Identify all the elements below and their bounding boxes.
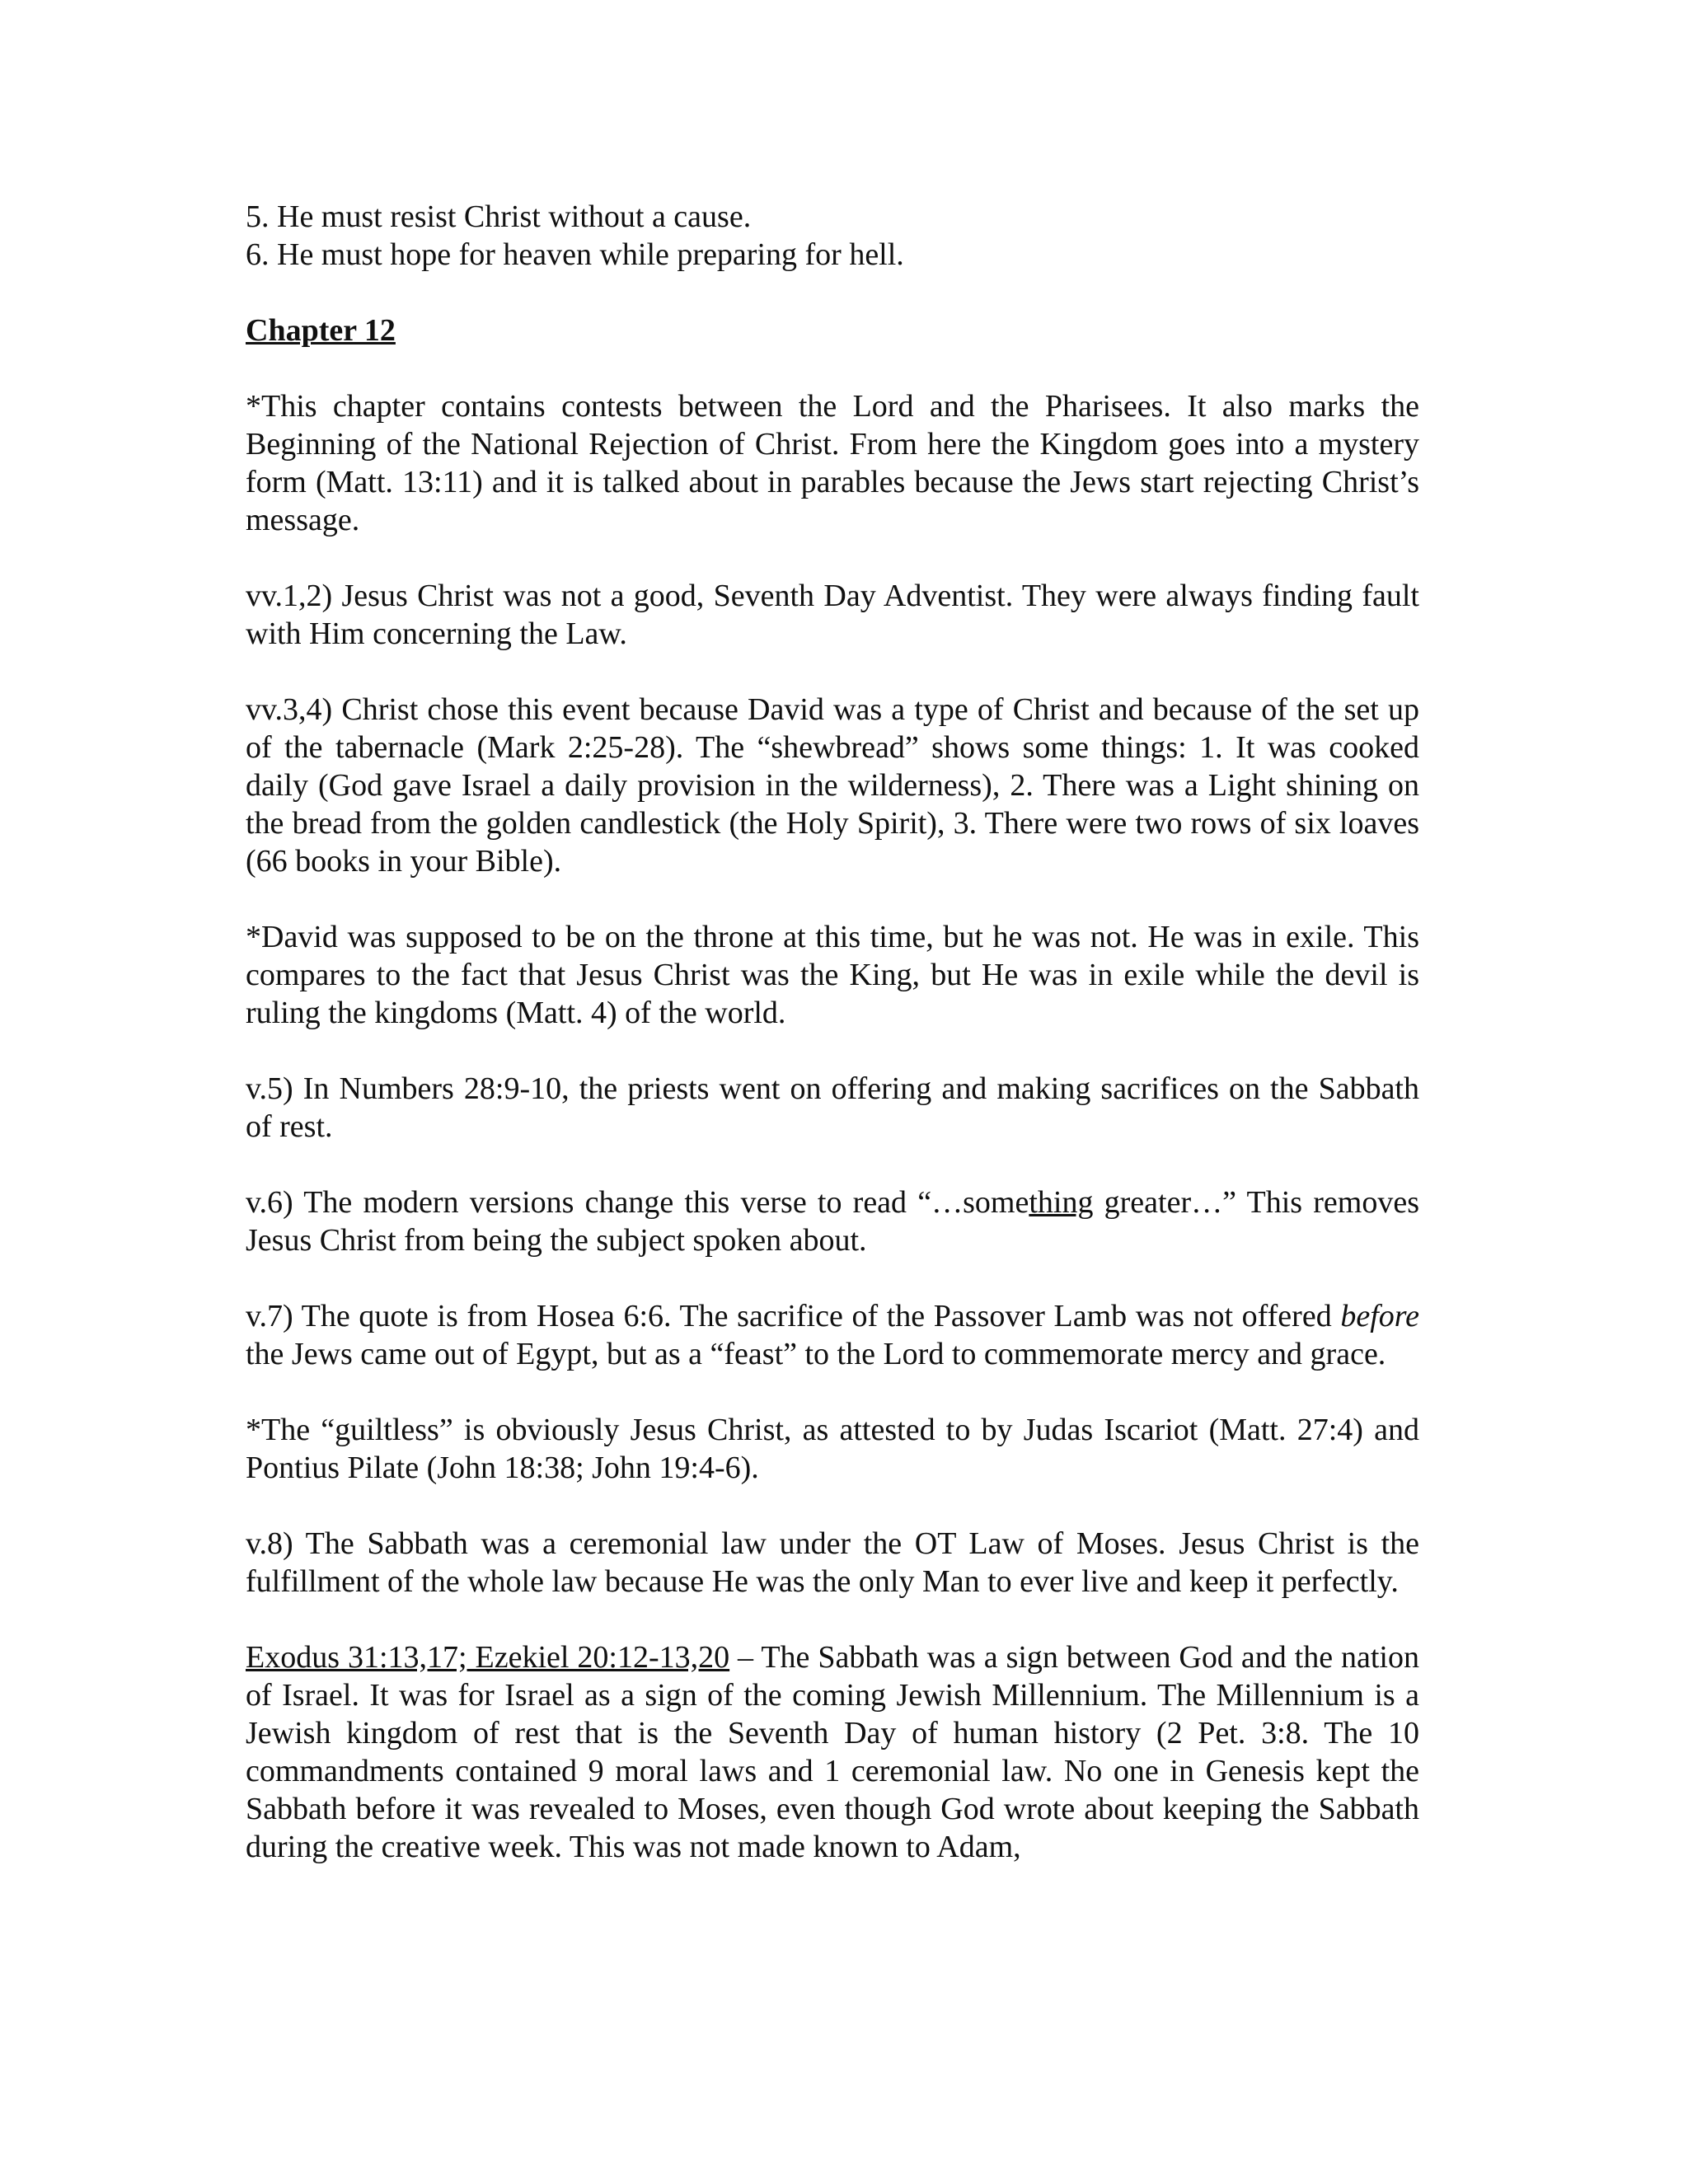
- v7-text-before: v.7) The quote is from Hosea 6:6. The sacrifice of the Passover Lamb was not offered: [246, 1299, 1341, 1333]
- paragraph-guiltless: *The “guiltless” is obviously Jesus Christ, as attested to by Judas Iscariot (Matt. 27:4) and Pontius Pilate (John 18:38; John 19:4-6).: [246, 1413, 1419, 1485]
- paragraph-david: *David was supposed to be on the throne at this time, but he was not. He was in exile. This compares to the fact that Jesus Christ was the King, but He was in exile while the devil is ruling the kingdoms (Matt. 4) of the world.: [246, 920, 1419, 1030]
- paragraph-v5: v.5) In Numbers 28:9-10, the priests went on offering and making sacrifices on the Sabbath of rest.: [246, 1071, 1419, 1144]
- paragraph-v6: [246, 1183, 1419, 1259]
- v6-underlined-word: thing: [1029, 1185, 1094, 1220]
- paragraph-v7: [246, 1297, 1419, 1373]
- list-item-6: 6. He must hope for heaven while preparing for hell.: [246, 237, 904, 272]
- v6-text-after: greater…” This removes Jesus Christ from being the subject spoken about.: [246, 1185, 1419, 1258]
- v7-italic-word: before: [1340, 1299, 1419, 1333]
- chapter-heading: Chapter 12: [246, 313, 396, 348]
- v6-text-before: v.6) The modern versions change this verse to read “…some: [246, 1185, 1029, 1220]
- paragraph-v8: v.8) The Sabbath was a ceremonial law under the OT Law of Moses. Jesus Christ is the fulfillment of the whole law because He was the only Man to ever live and keep it perfectly.: [246, 1526, 1419, 1599]
- list-item-5: 5. He must resist Christ without a cause.: [246, 199, 752, 234]
- document-page: [246, 198, 1419, 1866]
- v7-text-after: the Jews came out of Egypt, but as a “feast” to the Lord to commemorate mercy and grace.: [246, 1337, 1386, 1371]
- paragraph-vv3-4: vv.3,4) Christ chose this event because David was a type of Christ and because of the set up of the tabernacle (Mark 2:25-28). The “shewbread” shows some things: 1. It was cooked daily (God gave Israel a daily provision in the wilderness), 2. There was a Light shining on the bread from the golden candlestick (the Holy Spirit), 3. There were two rows of six loaves (66 books in your Bible).: [246, 692, 1419, 879]
- paragraph-vv1-2: vv.1,2) Jesus Christ was not a good, Seventh Day Adventist. They were always finding fault with Him concerning the Law.: [246, 579, 1419, 651]
- paragraph-exodus: [246, 1638, 1419, 1866]
- exodus-reference: Exodus 31:13,17; Ezekiel 20:12-13,20: [246, 1640, 730, 1675]
- paragraph-intro: *This chapter contains contests between the Lord and the Pharisees. It also marks the Beginning of the National Rejection of Christ. From here the Kingdom goes into a mystery form (Matt. 13:11) and it is talked about in parables because the Jews start rejecting Christ’s message.: [246, 389, 1419, 537]
- exodus-text: – The Sabbath was a sign between God and the nation of Israel. It was for Israel as a sign of the coming Jewish Millennium. The Millennium is a Jewish kingdom of rest that is the Seventh Day of human history (2 Pet. 3:8. The 10 commandments contained 9 moral laws and 1 ceremonial law. No one in Genesis kept the Sabbath before it was revealed to Moses, even though God wrote about keeping the Sabbath during the creative week. This was not made known to Adam,: [246, 1640, 1419, 1864]
